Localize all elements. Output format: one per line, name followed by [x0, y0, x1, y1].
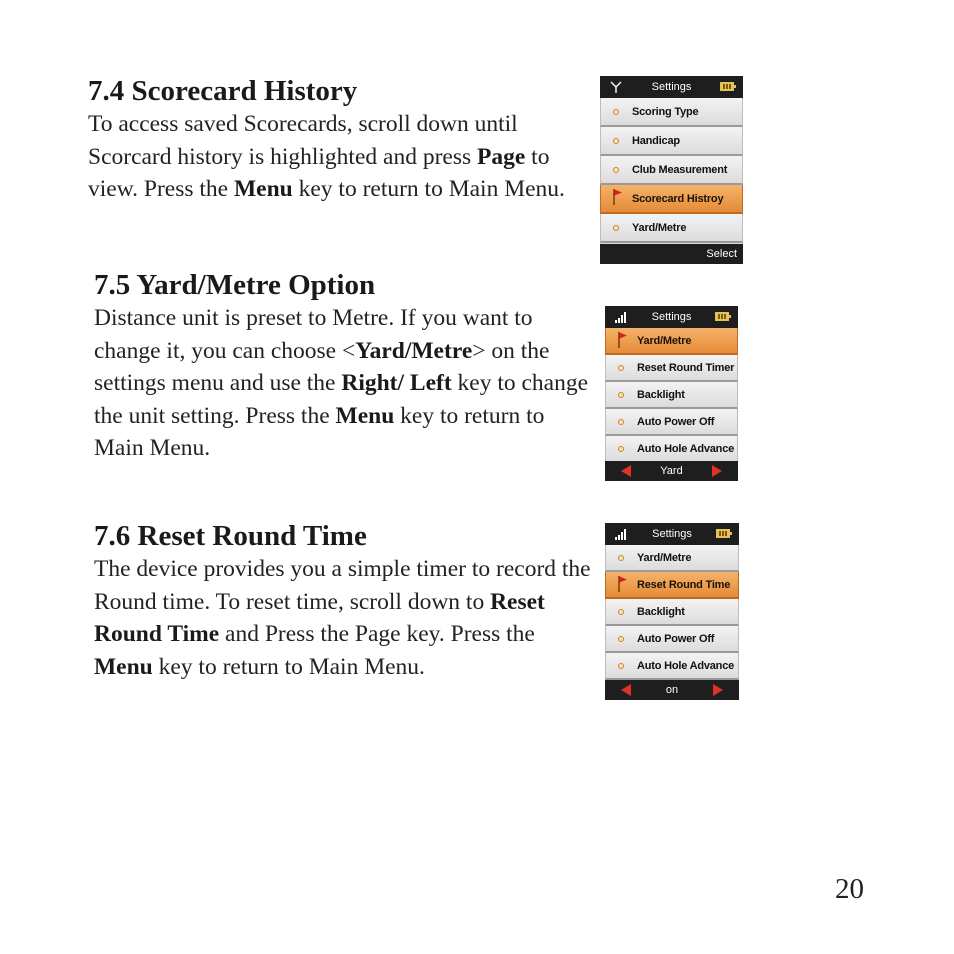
menu-name-reset-round-time: Reset Round Time	[94, 588, 545, 647]
bullet-icon	[618, 419, 624, 425]
screen-title: Settings	[651, 81, 692, 93]
signal-bars-icon	[614, 310, 628, 324]
key-name-menu: Menu	[335, 402, 395, 429]
screen-title: Settings	[652, 528, 692, 540]
bullet-icon	[613, 225, 619, 231]
arrow-left-icon[interactable]	[621, 684, 631, 696]
arrow-left-icon[interactable]	[621, 465, 631, 477]
screen-title: Settings	[651, 311, 692, 323]
device-screen-yard-metre	[605, 306, 738, 481]
screen-footer	[600, 244, 743, 264]
menu-item-yard-metre[interactable]: Yard/Metre	[605, 328, 738, 355]
screen-footer	[605, 680, 739, 700]
section-heading: 7.5 Yard/Metre Option	[94, 269, 376, 301]
menu-item-reset-round-timer[interactable]: Reset Round Timer	[605, 355, 738, 382]
section-heading: 7.6 Reset Round Time	[94, 520, 367, 552]
battery-icon	[715, 312, 729, 321]
bullet-icon	[618, 446, 624, 452]
select-softkey[interactable]: Select	[706, 248, 737, 260]
bullet-icon	[618, 609, 624, 615]
menu-item-auto-power-off[interactable]: Auto Power Off	[605, 409, 738, 436]
menu-item-scoring-type[interactable]: Scoring Type	[600, 98, 743, 127]
bullet-icon	[618, 555, 624, 561]
menu-item-auto-hole-advance[interactable]: Auto Hole Advance	[605, 436, 738, 463]
settings-menu-list	[600, 98, 743, 243]
page-number: 20	[835, 873, 864, 905]
menu-item-auto-power-off[interactable]: Auto Power Off	[605, 626, 739, 653]
screen-footer	[605, 461, 738, 481]
section-body: The device provides you a simple timer to record the Round time. To reset time, scroll down to Reset Round Time and Press the Page key. Press the Menu key to return to Main Menu.	[94, 556, 591, 680]
flag-icon	[617, 331, 629, 349]
section-reset-round-time	[94, 519, 594, 683]
device-screen-reset-round-time	[605, 523, 739, 700]
section-scorecard-history	[88, 74, 583, 206]
menu-name-yard-metre: Yard/Metre	[355, 337, 473, 364]
signal-bars-icon	[614, 527, 628, 541]
current-value: Yard	[660, 465, 683, 477]
screen-header	[605, 306, 738, 328]
bullet-icon	[618, 392, 624, 398]
battery-icon	[720, 82, 734, 91]
arrow-right-icon[interactable]	[713, 684, 723, 696]
battery-icon	[716, 529, 730, 538]
menu-item-yard-metre[interactable]: Yard/Metre	[605, 545, 739, 572]
bullet-icon	[613, 138, 619, 144]
menu-item-backlight[interactable]: Backlight	[605, 599, 739, 626]
key-name-menu: Menu	[233, 176, 293, 202]
section-body: To access saved Scorecards, scroll down until Scorcard history is highlighted and press Page to view. Press the Menu key to return to Main Menu.	[88, 111, 565, 202]
menu-item-auto-hole-advance[interactable]: Auto Hole Advance	[605, 653, 739, 680]
arrow-right-icon[interactable]	[712, 465, 722, 477]
menu-item-reset-round-time[interactable]: Reset Round Time	[605, 572, 739, 599]
screen-header	[600, 76, 743, 98]
menu-item-scorecard-history[interactable]: Scorecard Histroy	[600, 185, 743, 214]
bullet-icon	[618, 636, 624, 642]
bullet-icon	[613, 167, 619, 173]
settings-menu-list	[605, 328, 738, 463]
section-heading: 7.4 Scorecard History	[88, 75, 358, 107]
screen-header	[605, 523, 739, 545]
device-screen-scorecard-history	[600, 76, 743, 264]
menu-item-handicap[interactable]: Handicap	[600, 127, 743, 156]
section-yard-metre-option	[94, 268, 589, 465]
bullet-icon	[618, 365, 624, 371]
key-name-menu: Menu	[94, 653, 153, 680]
menu-item-yard-metre[interactable]: Yard/Metre	[600, 214, 743, 243]
current-value: on	[665, 684, 679, 696]
flag-icon	[617, 575, 629, 593]
settings-menu-list	[605, 545, 739, 680]
key-name-right-left: Right/ Left	[341, 370, 452, 396]
flag-icon	[612, 188, 624, 206]
bullet-icon	[613, 109, 619, 115]
section-body: Distance unit is preset to Metre. If you want to change it, you can choose <Yard/Metre> on the settings menu and use the Right/ Left key to change the unit setting. Press the Menu key to return to Main Menu.	[94, 305, 589, 461]
menu-item-club-measurement[interactable]: Club Measurement	[600, 156, 743, 185]
antenna-icon	[609, 80, 623, 94]
menu-item-backlight[interactable]: Backlight	[605, 382, 738, 409]
bullet-icon	[618, 663, 624, 669]
key-name-page: Page	[477, 143, 526, 170]
